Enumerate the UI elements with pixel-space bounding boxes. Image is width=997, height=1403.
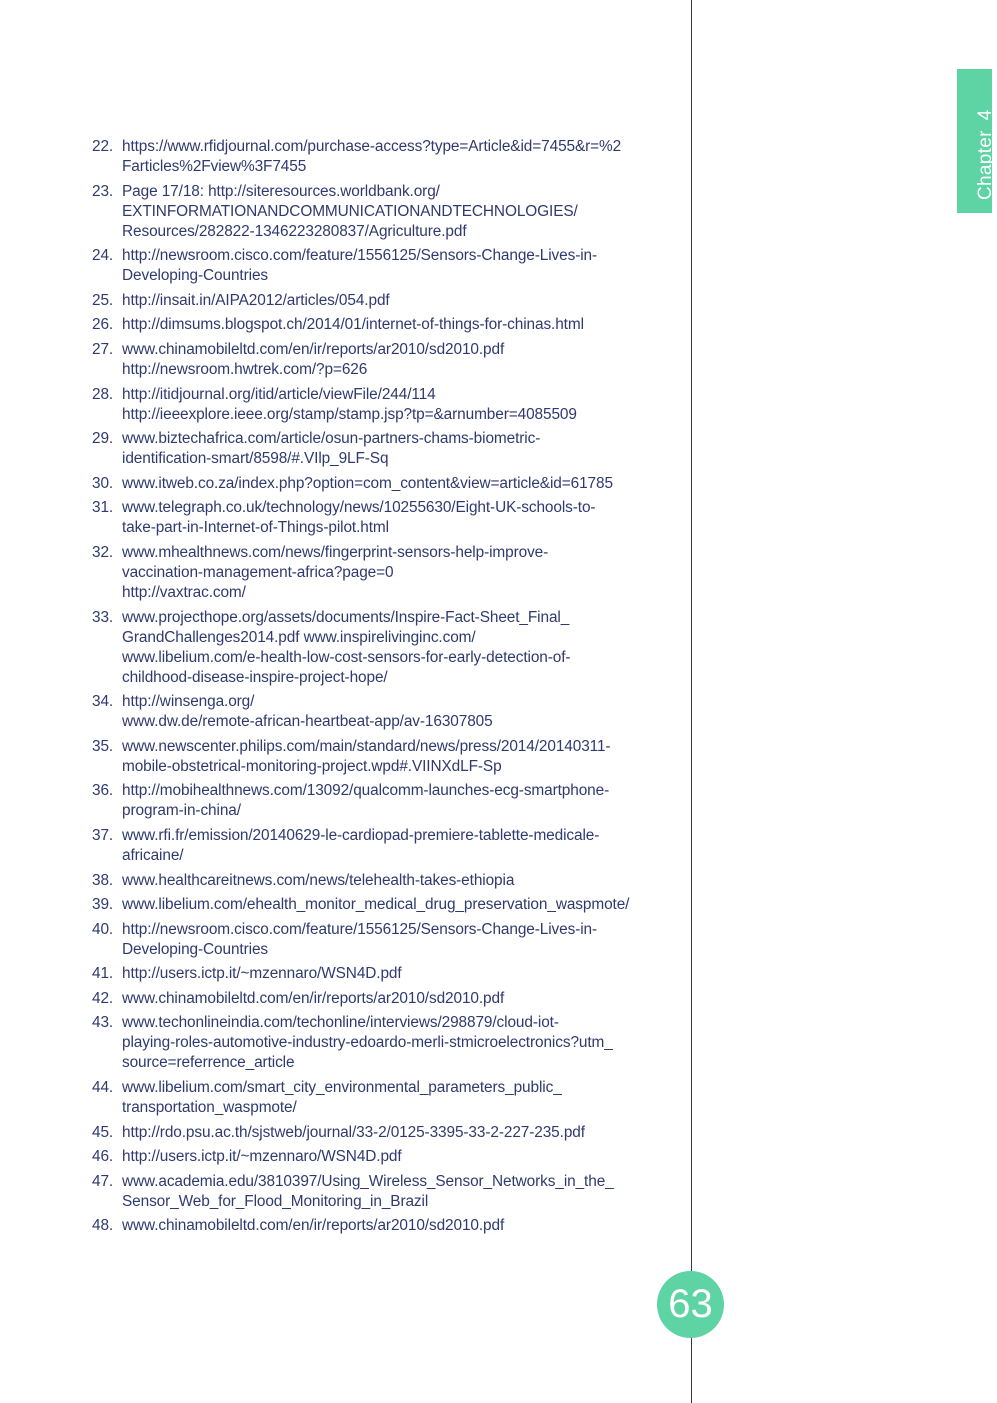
reference-number: 47. bbox=[92, 1172, 114, 1190]
reference-item bbox=[92, 871, 672, 891]
reference-item bbox=[92, 182, 672, 242]
reference-link[interactable]: http://users.ictp.it/~mzennaro/WSN4D.pdf bbox=[122, 965, 402, 983]
reference-number: 42. bbox=[92, 989, 114, 1007]
reference-link[interactable]: http://mobihealthnews.com/13092/qualcomm-launches-ecg-smartphone- program-in-china/ bbox=[122, 782, 610, 820]
reference-list bbox=[92, 137, 672, 1241]
reference-number: 29. bbox=[92, 430, 114, 448]
reference-number: 30. bbox=[92, 474, 114, 492]
reference-link[interactable]: www.chinamobileltd.com/en/ir/reports/ar2010/sd2010.pdf bbox=[122, 989, 505, 1007]
reference-item bbox=[92, 1123, 672, 1143]
reference-number: 28. bbox=[92, 385, 114, 403]
reference-item bbox=[92, 1013, 672, 1073]
reference-item bbox=[92, 737, 672, 777]
reference-link[interactable]: www.techonlineindia.com/techonline/interviews/298879/cloud-iot- playing-roles-automotive-industry-edoardo-merli-stmicroelectronics?utm_ source=referrence_article bbox=[122, 1014, 613, 1072]
reference-number: 40. bbox=[92, 920, 114, 938]
reference-item bbox=[92, 137, 672, 177]
page-gutter-line bbox=[691, 0, 692, 1403]
reference-number: 43. bbox=[92, 1014, 114, 1032]
reference-number: 36. bbox=[92, 782, 114, 800]
reference-item bbox=[92, 498, 672, 538]
reference-link[interactable]: http://winsenga.org/ www.dw.de/remote-african-heartbeat-app/av-16307805 bbox=[122, 693, 493, 731]
reference-number: 38. bbox=[92, 871, 114, 889]
chapter-tab-number: 4 bbox=[975, 109, 996, 121]
reference-item bbox=[92, 340, 672, 380]
reference-link[interactable]: http://users.ictp.it/~mzennaro/WSN4D.pdf bbox=[122, 1148, 402, 1166]
reference-link[interactable]: www.projecthope.org/assets/documents/Inspire-Fact-Sheet_Final_ GrandChallenges2014.pdf www.inspirelivinginc.com/ www.libelium.com/e-health-low-cost-sensors-for-early-detection-of- childhood-disease-inspire-project-hope/ bbox=[122, 608, 571, 686]
reference-link[interactable]: www.rfi.fr/emission/20140629-le-cardiopad-premiere-tablette-medicale- africaine/ bbox=[122, 826, 600, 864]
chapter-tab-label bbox=[975, 109, 997, 200]
reference-link[interactable]: http://dimsums.blogspot.ch/2014/01/internet-of-things-for-chinas.html bbox=[122, 316, 584, 334]
reference-link[interactable]: www.newscenter.philips.com/main/standard/news/press/2014/20140311- mobile-obstetrical-monitoring-project.wpd#.VIINXdLF-Sp bbox=[122, 737, 611, 775]
reference-item bbox=[92, 826, 672, 866]
reference-link[interactable]: http://newsroom.cisco.com/feature/1556125/Sensors-Change-Lives-in- Developing-Countries bbox=[122, 920, 598, 958]
chapter-tab-text: Chapter bbox=[975, 130, 996, 200]
reference-number: 46. bbox=[92, 1148, 114, 1166]
reference-link[interactable]: www.chinamobileltd.com/en/ir/reports/ar2010/sd2010.pdf http://newsroom.hwtrek.com/?p=626 bbox=[122, 340, 505, 378]
reference-item bbox=[92, 608, 672, 688]
reference-item bbox=[92, 781, 672, 821]
reference-item bbox=[92, 315, 672, 335]
reference-item bbox=[92, 291, 672, 311]
reference-item bbox=[92, 1147, 672, 1167]
reference-number: 35. bbox=[92, 737, 114, 755]
reference-link[interactable]: www.libelium.com/ehealth_monitor_medical_drug_preservation_waspmote/ bbox=[122, 896, 630, 914]
reference-link[interactable]: www.academia.edu/3810397/Using_Wireless_Sensor_Networks_in_the_ Sensor_Web_for_Flood_Monitoring_in_Brazil bbox=[122, 1172, 614, 1210]
reference-item bbox=[92, 1172, 672, 1212]
reference-number: 37. bbox=[92, 826, 114, 844]
reference-link[interactable]: http://rdo.psu.ac.th/sjstweb/journal/33-2/0125-3395-33-2-227-235.pdf bbox=[122, 1123, 585, 1141]
reference-item bbox=[92, 543, 672, 603]
reference-item bbox=[92, 920, 672, 960]
reference-number: 26. bbox=[92, 316, 114, 334]
reference-link[interactable]: http://itidjournal.org/itid/article/viewFile/244/114 http://ieeexplore.ieee.org/stamp/stamp.jsp?tp=&arnumber=4085509 bbox=[122, 385, 577, 423]
reference-item bbox=[92, 429, 672, 469]
reference-link[interactable]: https://www.rfidjournal.com/purchase-access?type=Article&id=7455&r=%2 Farticles%2Fview%3F7455 bbox=[122, 138, 622, 175]
reference-number: 34. bbox=[92, 693, 114, 711]
reference-number: 22. bbox=[92, 138, 114, 155]
reference-number: 39. bbox=[92, 896, 114, 914]
reference-number: 33. bbox=[92, 608, 114, 626]
reference-link[interactable]: www.itweb.co.za/index.php?option=com_content&view=article&id=61785 bbox=[122, 474, 613, 492]
reference-item bbox=[92, 895, 672, 915]
reference-item bbox=[92, 474, 672, 494]
reference-number: 48. bbox=[92, 1217, 114, 1235]
reference-item bbox=[92, 246, 672, 286]
reference-item bbox=[92, 385, 672, 425]
reference-number: 25. bbox=[92, 291, 114, 309]
reference-item bbox=[92, 1216, 672, 1236]
reference-link[interactable]: www.biztechafrica.com/article/osun-partners-chams-biometric- identification-smart/8598/#.VIlp_9LF-Sq bbox=[122, 430, 541, 468]
reference-number: 41. bbox=[92, 965, 114, 983]
reference-number: 32. bbox=[92, 543, 114, 561]
reference-link[interactable]: www.mhealthnews.com/news/fingerprint-sensors-help-improve- vaccination-management-africa?page=0 http://vaxtrac.com/ bbox=[122, 543, 549, 601]
reference-number: 44. bbox=[92, 1079, 114, 1097]
reference-link[interactable]: www.telegraph.co.uk/technology/news/10255630/Eight-UK-schools-to- take-part-in-Internet-of-Things-pilot.html bbox=[122, 499, 596, 537]
reference-item bbox=[92, 964, 672, 984]
reference-number: 23. bbox=[92, 182, 114, 200]
reference-link[interactable]: Page 17/18: http://siteresources.worldbank.org/ EXTINFORMATIONANDCOMMUNICATIONANDTECHNOLOGIES/ Resources/282822-1346223280837/Agriculture.pdf bbox=[122, 182, 578, 240]
reference-item bbox=[92, 989, 672, 1009]
reference-link[interactable]: http://newsroom.cisco.com/feature/1556125/Sensors-Change-Lives-in- Developing-Countries bbox=[122, 247, 598, 285]
reference-number: 31. bbox=[92, 499, 114, 517]
reference-item bbox=[92, 692, 672, 732]
reference-number: 45. bbox=[92, 1123, 114, 1141]
reference-link[interactable]: www.chinamobileltd.com/en/ir/reports/ar2010/sd2010.pdf bbox=[122, 1217, 505, 1235]
reference-link[interactable]: www.libelium.com/smart_city_environmental_parameters_public_ transportation_waspmote/ bbox=[122, 1079, 562, 1117]
reference-item bbox=[92, 1078, 672, 1118]
reference-link[interactable]: http://insait.in/AIPA2012/articles/054.pdf bbox=[122, 291, 390, 309]
reference-link[interactable]: www.healthcareitnews.com/news/telehealth-takes-ethiopia bbox=[122, 871, 515, 889]
reference-number: 27. bbox=[92, 340, 114, 358]
page-number-badge: 63 bbox=[657, 1271, 724, 1338]
reference-number: 24. bbox=[92, 247, 114, 265]
